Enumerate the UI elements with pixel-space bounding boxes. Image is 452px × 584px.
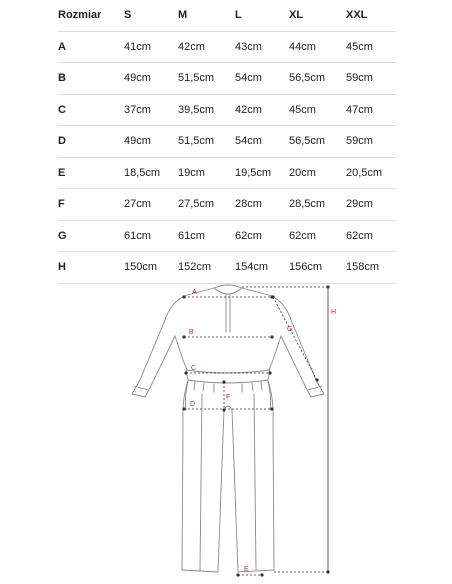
table-cell: 49cm bbox=[124, 63, 178, 95]
table-cell: 29cm bbox=[346, 189, 396, 221]
header-cell-m: M bbox=[178, 0, 235, 31]
table-cell: 39,5cm bbox=[178, 94, 235, 126]
table-cell: 41cm bbox=[124, 31, 178, 63]
table-cell: 47cm bbox=[346, 94, 396, 126]
measure-tip-a-left bbox=[182, 295, 185, 298]
waist-gathers bbox=[194, 382, 262, 392]
table-cell: 45cm bbox=[346, 31, 396, 63]
measure-tip-b-left bbox=[182, 335, 185, 338]
row-key: F bbox=[58, 189, 124, 221]
table-cell: 56,5cm bbox=[289, 63, 346, 95]
table-cell: 59cm bbox=[346, 126, 396, 158]
table-header-row bbox=[58, 0, 396, 31]
table-cell: 62cm bbox=[235, 220, 289, 252]
right-leg-crease bbox=[254, 394, 256, 570]
measure-tip-b-right bbox=[270, 335, 273, 338]
table-cell: 61cm bbox=[124, 220, 178, 252]
table-cell: 54cm bbox=[235, 126, 289, 158]
row-key: E bbox=[58, 157, 124, 189]
label-a: A bbox=[192, 289, 197, 296]
measure-tip-d-left bbox=[182, 407, 185, 410]
label-g: G bbox=[287, 326, 293, 333]
collar-back bbox=[214, 285, 242, 288]
table-cell: 18,5cm bbox=[124, 157, 178, 189]
front-placket bbox=[226, 295, 230, 332]
table-cell: 54cm bbox=[235, 63, 289, 95]
header-cell-size: Rozmiar bbox=[58, 0, 124, 31]
row-key: C bbox=[58, 94, 124, 126]
bodice-left-side bbox=[175, 336, 187, 370]
measurement-guides bbox=[182, 285, 336, 576]
table-row bbox=[58, 126, 396, 158]
header-cell-s: S bbox=[124, 0, 178, 31]
row-key: D bbox=[58, 126, 124, 158]
header-cell-xxl: XXL bbox=[346, 0, 396, 31]
waistband bbox=[186, 370, 270, 383]
table-cell: 62cm bbox=[289, 220, 346, 252]
header-cell-xl: XL bbox=[289, 0, 346, 31]
table-cell: 49cm bbox=[124, 126, 178, 158]
table-cell: 154cm bbox=[235, 252, 289, 284]
label-f: F bbox=[226, 394, 231, 401]
table-cell: 51,5cm bbox=[178, 126, 235, 158]
measure-tip-d-right bbox=[270, 407, 273, 410]
row-key: B bbox=[58, 63, 124, 95]
label-c: C bbox=[191, 365, 197, 372]
table-cell: 44cm bbox=[289, 31, 346, 63]
table-cell: 42cm bbox=[235, 94, 289, 126]
table-row bbox=[58, 94, 396, 126]
label-d: D bbox=[190, 401, 196, 408]
label-e: E bbox=[244, 566, 249, 573]
measure-tip-f-top bbox=[222, 380, 225, 383]
neckline bbox=[214, 288, 242, 294]
measure-tip-e-left bbox=[236, 573, 239, 576]
table-row bbox=[58, 220, 396, 252]
table-cell: 158cm bbox=[346, 252, 396, 284]
measure-tip-h-bottom bbox=[326, 570, 329, 573]
table-cell: 19,5cm bbox=[235, 157, 289, 189]
table-cell: 59cm bbox=[346, 63, 396, 95]
table-cell: 42cm bbox=[178, 31, 235, 63]
left-leg-crease bbox=[200, 394, 202, 570]
table-cell: 150cm bbox=[124, 252, 178, 284]
table-cell: 56,5cm bbox=[289, 126, 346, 158]
table-row bbox=[58, 31, 396, 63]
label-h: H bbox=[331, 309, 337, 316]
label-b: B bbox=[189, 329, 194, 336]
right-sleeve bbox=[242, 288, 324, 397]
left-cuff bbox=[134, 386, 148, 390]
row-key: A bbox=[58, 31, 124, 63]
table-row bbox=[58, 63, 396, 95]
table-cell: 62cm bbox=[346, 220, 396, 252]
bodice-right-side bbox=[269, 336, 281, 370]
table-cell: 19cm bbox=[178, 157, 235, 189]
table-cell: 45cm bbox=[289, 94, 346, 126]
table-cell: 27,5cm bbox=[178, 189, 235, 221]
measure-tip-e-right bbox=[260, 573, 263, 576]
table-cell: 20cm bbox=[289, 157, 346, 189]
measure-tip-g-top bbox=[271, 295, 274, 298]
row-key: G bbox=[58, 220, 124, 252]
row-key: H bbox=[58, 252, 124, 284]
table-cell: 61cm bbox=[178, 220, 235, 252]
table-cell: 43cm bbox=[235, 31, 289, 63]
table-row bbox=[58, 189, 396, 221]
jumpsuit-measurement-diagram bbox=[0, 270, 452, 584]
jumpsuit-diagram-svg bbox=[0, 270, 452, 584]
left-sleeve bbox=[132, 288, 214, 397]
table-cell: 51,5cm bbox=[178, 63, 235, 95]
table-cell: 28cm bbox=[235, 189, 289, 221]
table-cell: 37cm bbox=[124, 94, 178, 126]
header-cell-l: L bbox=[235, 0, 289, 31]
measure-tip-c-right bbox=[268, 371, 271, 374]
measure-tip-h-top bbox=[326, 285, 329, 288]
right-cuff bbox=[308, 386, 322, 390]
table-cell: 156cm bbox=[289, 252, 346, 284]
table-cell: 152cm bbox=[178, 252, 235, 284]
table-row bbox=[58, 157, 396, 189]
measure-tip-f-bottom bbox=[222, 408, 225, 411]
jumpsuit-outline bbox=[132, 285, 324, 572]
measure-tip-g-bottom bbox=[315, 378, 318, 381]
measure-tip-c-left bbox=[184, 371, 187, 374]
size-table bbox=[58, 0, 396, 284]
table-cell: 20,5cm bbox=[346, 157, 396, 189]
table-cell: 28,5cm bbox=[289, 189, 346, 221]
table-cell: 27cm bbox=[124, 189, 178, 221]
